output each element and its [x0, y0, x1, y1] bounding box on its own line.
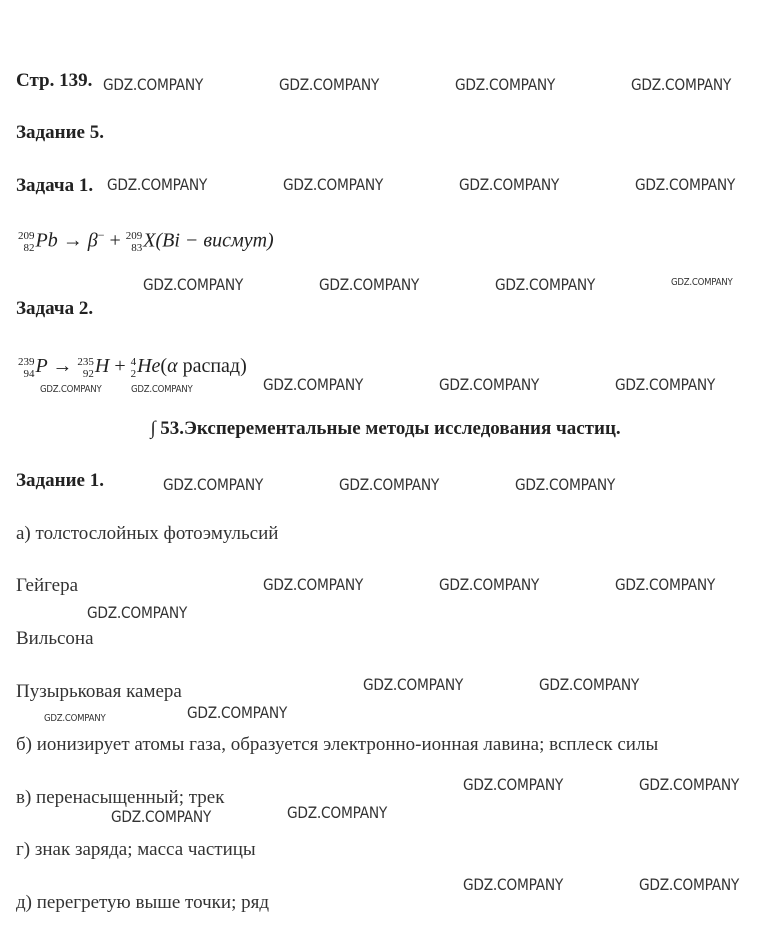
watermark: GDZ.COMPANY: [439, 575, 540, 594]
watermark: GDZ.COMPANY: [439, 375, 540, 394]
problem-1-title: Задача 1.: [16, 175, 94, 196]
watermark: GDZ.COMPANY: [111, 807, 212, 826]
formula-alpha-decay: 239 94 P → 235 92 H + 4 2 He(α распад): [18, 355, 247, 380]
watermark: GDZ.COMPANY: [131, 384, 193, 395]
watermark: GDZ.COMPANY: [287, 803, 388, 822]
problem-2-title: Задача 2.: [16, 298, 94, 319]
watermark: GDZ.COMPANY: [639, 775, 740, 794]
watermark: GDZ.COMPANY: [539, 675, 640, 694]
answer-line: д) перегретую выше точки; ряд: [16, 892, 270, 913]
page-reference: Стр. 139.: [16, 70, 93, 91]
watermark: GDZ.COMPANY: [515, 475, 616, 494]
answer-line: Вильсона: [16, 628, 94, 649]
watermark: GDZ.COMPANY: [631, 75, 732, 94]
task-5-title: Задание 5.: [16, 122, 104, 143]
watermark: GDZ.COMPANY: [44, 713, 106, 724]
watermark: GDZ.COMPANY: [455, 75, 556, 94]
watermark: GDZ.COMPANY: [163, 475, 264, 494]
answer-line: Пузырьковая камера: [16, 681, 182, 702]
watermark: GDZ.COMPANY: [639, 875, 740, 894]
watermark: GDZ.COMPANY: [103, 75, 204, 94]
answer-line: Гейгера: [16, 575, 79, 596]
answer-line: г) знак заряда; масса частицы: [16, 839, 256, 860]
watermark: GDZ.COMPANY: [187, 703, 288, 722]
watermark: GDZ.COMPANY: [615, 375, 716, 394]
watermark: GDZ.COMPANY: [495, 275, 596, 294]
watermark: GDZ.COMPANY: [671, 277, 733, 288]
watermark: GDZ.COMPANY: [263, 575, 364, 594]
answer-line: в) перенасыщенный; трек: [16, 787, 225, 808]
task-1-title: Задание 1.: [16, 470, 104, 491]
watermark: GDZ.COMPANY: [40, 384, 102, 395]
watermark: GDZ.COMPANY: [107, 175, 208, 194]
watermark: GDZ.COMPANY: [143, 275, 244, 294]
watermark: GDZ.COMPANY: [87, 603, 188, 622]
watermark: GDZ.COMPANY: [463, 775, 564, 794]
section-title: ∫ 53.Эксперементальные методы исследования частиц.: [150, 418, 621, 439]
answer-line: б) ионизирует атомы газа, образуется электронно-ионная лавина; всплеск силы: [16, 734, 659, 755]
watermark: GDZ.COMPANY: [279, 75, 380, 94]
watermark: GDZ.COMPANY: [363, 675, 464, 694]
watermark: GDZ.COMPANY: [339, 475, 440, 494]
watermark: GDZ.COMPANY: [459, 175, 560, 194]
watermark: GDZ.COMPANY: [635, 175, 736, 194]
watermark: GDZ.COMPANY: [463, 875, 564, 894]
watermark: GDZ.COMPANY: [319, 275, 420, 294]
watermark: GDZ.COMPANY: [615, 575, 716, 594]
formula-beta-decay: 209 82 Pb → β− + 209 83 X(Bi − висмут): [18, 228, 274, 255]
watermark: GDZ.COMPANY: [263, 375, 364, 394]
watermark: GDZ.COMPANY: [283, 175, 384, 194]
answer-line: а) толстослойных фотоэмульсий: [16, 523, 279, 544]
